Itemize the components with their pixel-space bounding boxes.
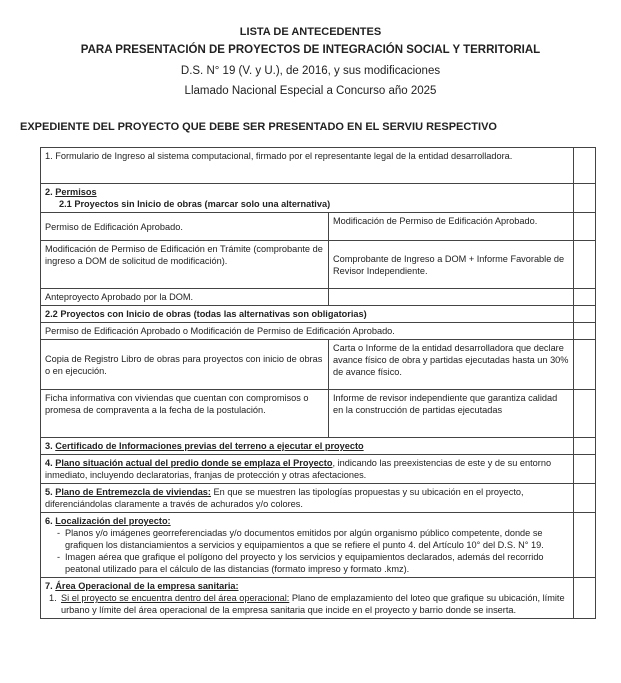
permit-22-de-checkbox[interactable] bbox=[574, 390, 596, 438]
row-7-checkbox[interactable] bbox=[574, 578, 596, 619]
row-6 bbox=[41, 513, 596, 578]
permit-22-a-checkbox[interactable] bbox=[574, 323, 596, 340]
permit-21-ab-checkbox[interactable] bbox=[574, 213, 596, 241]
row-4 bbox=[41, 455, 596, 484]
permit-21-d: Comprobante de Ingreso a DOM + Informe Favorable de Revisor Independiente. bbox=[329, 241, 574, 289]
permit-row-c bbox=[41, 289, 596, 306]
header-line-3: D.S. N° 19 (V. y U.), de 2016, y sus modificaciones bbox=[180, 65, 441, 77]
permit-22-row-a bbox=[41, 323, 596, 340]
header-line-4: Llamado Nacional Especial a Concurso año 2025 bbox=[184, 85, 437, 97]
permit-22-row-c bbox=[41, 390, 596, 438]
permit-21-e-checkbox[interactable] bbox=[574, 289, 596, 306]
permit-row-b bbox=[41, 241, 596, 289]
row-7 bbox=[41, 578, 596, 619]
row-3 bbox=[41, 438, 596, 455]
permit-21-e: Anteproyecto Aprobado por la DOM. bbox=[41, 289, 329, 306]
row-5-checkbox[interactable] bbox=[574, 484, 596, 513]
permit-22-a: Permiso de Edificación Aprobado o Modificación de Permiso de Edificación Aprobado. bbox=[41, 323, 574, 340]
permit-22-b: Copia de Registro Libro de obras para proyectos con inicio de obras o en ejecución. bbox=[41, 340, 329, 390]
row-6-checkbox[interactable] bbox=[574, 513, 596, 578]
row-2 bbox=[41, 184, 596, 213]
permit-22-row-b bbox=[41, 340, 596, 390]
checklist-table bbox=[40, 147, 596, 619]
permit-21-a: Permiso de Edificación Aprobado. bbox=[41, 213, 329, 241]
row-4-text: 4. Plano situación actual del predio donde se emplaza el Proyecto, indicando las preexistencias de este y de su entorno inmediato, incluyendo declaratorias, franjas de protección y otras afectaciones. bbox=[41, 455, 574, 484]
row-5 bbox=[41, 484, 596, 513]
row-1-text: 1. Formulario de Ingreso al sistema computacional, firmado por el representante legal de la entidad desarrolladora. bbox=[41, 148, 574, 184]
header-line-2: PARA PRESENTACIÓN DE PROYECTOS DE INTEGRACIÓN SOCIAL Y TERRITORIAL bbox=[80, 44, 541, 56]
permit-21-empty bbox=[329, 289, 574, 306]
header-line-1: LISTA DE ANTECEDENTES bbox=[239, 26, 382, 38]
subheading-22 bbox=[41, 306, 596, 323]
permit-21-c: Modificación de Permiso de Edificación en Trámite (comprobante de ingreso a DOM de solicitud de modificación). bbox=[41, 241, 329, 289]
permit-22-d: Ficha informativa con viviendas que cuentan con compromisos o promesa de compraventa a la fecha de la postulación. bbox=[41, 390, 329, 438]
row-7-item-1: 1. Si el proyecto se encuentra dentro del área operacional: Plano de emplazamiento del loteo que grafique su ubicación, límite urbano y límite del área operacional de la empresa sanitaria que incide en el proyecto y barrio donde se inserta. bbox=[49, 593, 565, 615]
permit-22-c: Carta o Informe de la entidad desarrolladora que declare avance físico de obra y partidas ejecutadas hasta un 30% de avance físico. bbox=[329, 340, 574, 390]
row-6-text: 6. Localización del proyecto: - Planos y/o imágenes georreferenciadas y/o documentos emitidos por algún organismo público competente, donde se grafiquen los distanciamientos a servicios y equipamientos a que se refiere el punto 4. del Artículo 10° del D.S. N° 19. - Imagen aérea que grafique el polígono del proyecto y los servicios y equipamientos declarados, además del recorrido peatonal utilizado para el cálculo de las distancias (formato impreso y formato .kmz). bbox=[41, 513, 574, 578]
row-7-text: 7. Área Operacional de la empresa sanitaria: 1. Si el proyecto se encuentra dentro del área operacional: Plano de emplazamiento del loteo que grafique su ubicación, límite urbano y límite del área operacional de la empresa sanitaria que incide en el proyecto y barrio donde se inserta. bbox=[41, 578, 574, 619]
row-5-text: 5. Plano de Entremezcla de viviendas: En que se muestren las tipologías propuestas y su ubicación en el proyecto, diferenciándolas claramente a través de achurados y/o colores. bbox=[41, 484, 574, 513]
expediente-title: EXPEDIENTE DEL PROYECTO QUE DEBE SER PRESENTADO EN EL SERVIU RESPECTIVO bbox=[20, 121, 497, 133]
row-1 bbox=[41, 148, 596, 184]
row-1-checkbox[interactable] bbox=[574, 148, 596, 184]
permit-22-e: Informe de revisor independiente que garantiza calidad en la construcción de partidas ejecutadas bbox=[329, 390, 574, 438]
permit-21-cd-checkbox[interactable] bbox=[574, 241, 596, 289]
row-4-checkbox[interactable] bbox=[574, 455, 596, 484]
permit-22-heading-checkbox[interactable] bbox=[574, 306, 596, 323]
row-6-bullet-1: - Planos y/o imágenes georreferenciadas y/o documentos emitidos por algún organismo público competente, donde se grafiquen los distanciamientos a servicios y equipamientos a que se refiere el punto 4. del Artículo 10° del D.S. N° 19. bbox=[57, 527, 569, 551]
row-3-text: 3. Certificado de Informaciones previas del terreno a ejecutar el proyecto bbox=[41, 438, 574, 455]
permit-row-a bbox=[41, 213, 596, 241]
row-6-bullet-2: - Imagen aérea que grafique el polígono del proyecto y los servicios y equipamientos declarados, además del recorrido peatonal utilizado para el cálculo de las distancias (formato impreso y formato .kmz). bbox=[57, 551, 569, 575]
permit-22-heading: 2.2 Proyectos con Inicio de obras (todas las alternativas son obligatorias) bbox=[41, 306, 574, 323]
row-2-heading: 2. Permisos 2.1 Proyectos sin Inicio de obras (marcar solo una alternativa) bbox=[41, 184, 574, 213]
permit-22-bc-checkbox[interactable] bbox=[574, 340, 596, 390]
row-3-checkbox[interactable] bbox=[574, 438, 596, 455]
permit-21-b: Modificación de Permiso de Edificación Aprobado. bbox=[329, 213, 574, 241]
row-2-checkbox[interactable] bbox=[574, 184, 596, 213]
